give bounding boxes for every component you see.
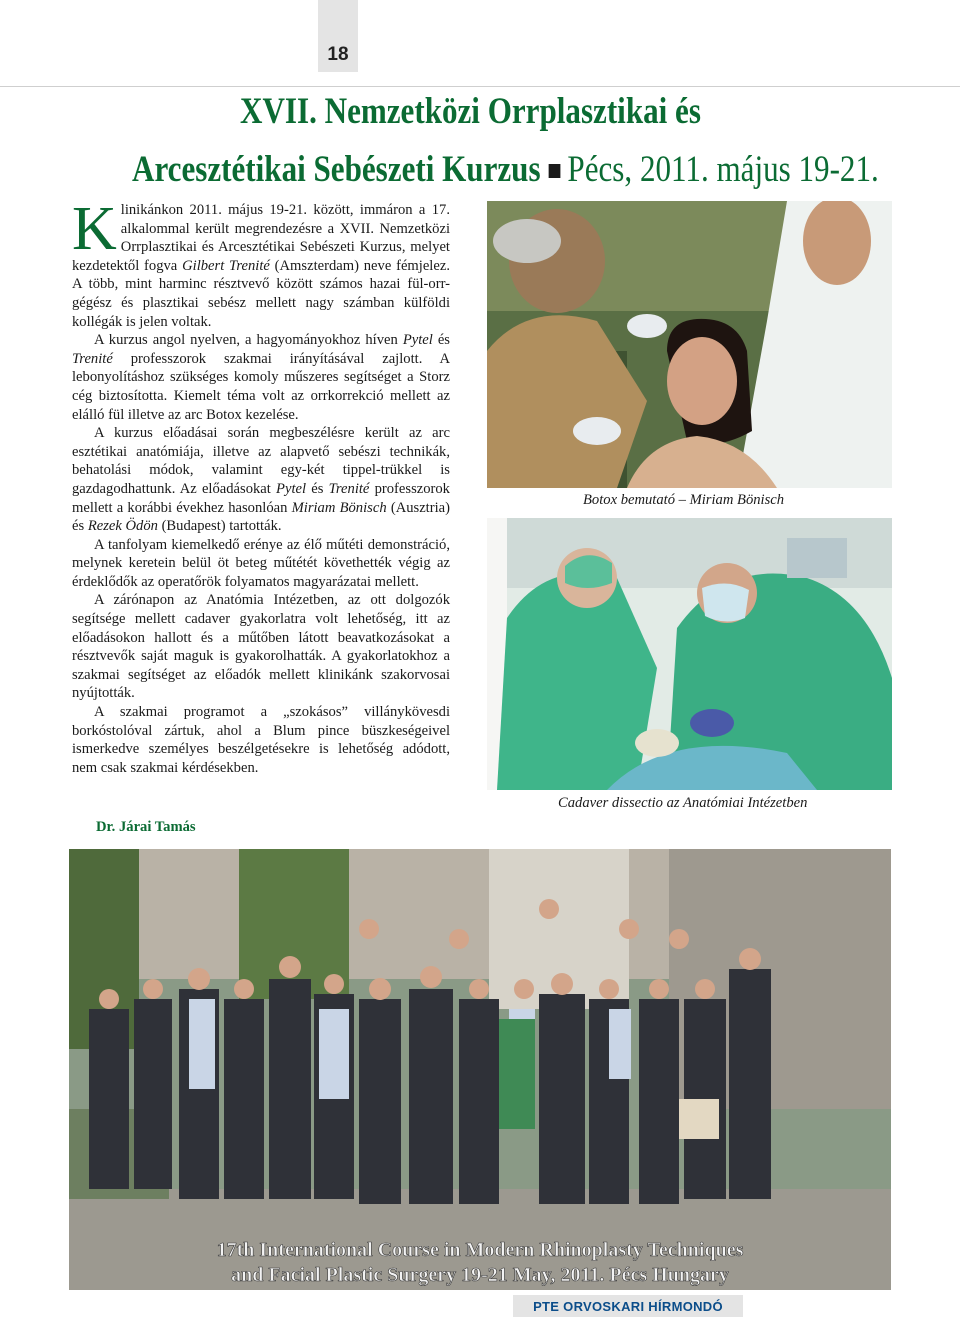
paragraph-1: Klinikánkon 2011. május 19-21. között, immáron a 17. alkalommal került megrendezésre a XVII. Nemzetközi Orrplasztikai és Arcesztétikai Sebészeti Kurzus, melyet kezdetektől fogva Gilbert Trenité (Amszterdam) neve fémjelez. A több, mint harminc résztvevő között számos hazai fül-orr-gégész és plasztikai sebész mellett nagy számban külföldi kollégák is jelen voltak. (72, 195, 450, 330)
footer-publication-name: PTE ORVOSKARI HÍRMONDÓ (533, 1298, 723, 1314)
paragraph-2: A kurzus angol nyelven, a hagyományokhoz híven Pytel és Trenité professzorok szakmai irányításával zajlott. A lebonyolításhoz szükséges komoly műszeres segítséget a Storz cég biztosította. Kiemelt téma volt az orrkorrekció mellett az elálló fül illetve az arc Botox kezelése. (72, 332, 450, 423)
paragraph-6: A szakmai programot a „szokásos” villánykövesdi borkóstolóval zártuk, ahol a Blum pince büszkeségeivel ismerkedve személyes beszélgetésekre is lehetőség adódott, nem csak szakmai kérdésekben. (72, 704, 450, 776)
page-number: 18 (327, 44, 349, 65)
article-title-line2 (132, 148, 879, 191)
cadaver-dissection-image (487, 518, 892, 790)
paragraph-5: A zárónapon az Anatómia Intézetben, az ott dolgozók segítsége mellett cadaver gyakorlatra volt lehetőség, itt az előadásokon hallott és a műtőben látott beavatkozásokat a résztvevők saját maguk is gyakorolhatták. A gyakorlatokhoz a szakmai segítséget az előadók mellett klinikánk szakorvosai nyújtották. (72, 592, 450, 702)
cadaver-dissection-photo (487, 518, 892, 790)
botox-demo-caption: Botox bemutató – Miriam Bönisch (583, 492, 785, 508)
footer-badge (513, 1295, 743, 1317)
page-number-tab (318, 0, 358, 72)
article-title-line2-text: Arcesztétikai Sebészeti Kurzus (132, 149, 541, 190)
paragraph-4: A tanfolyam kiemelkedő erénye az élő műtéti demonstráció, melynek keretein belül öt beteg műtétét követhették végig az érdeklődők az operatőrök folyamatos magyarázatai mellett. (72, 536, 450, 590)
article-body (72, 195, 450, 777)
cadaver-dissection-caption: Cadaver dissectio az Anatómiai Intézetben (558, 795, 808, 811)
group-photo (69, 849, 891, 1290)
square-bullet-icon (549, 164, 561, 178)
group-image (69, 849, 891, 1290)
article-title-line1: XVII. Nemzetközi Orrplasztikai és (240, 91, 701, 132)
paragraph-3: A kurzus előadásai során megbeszélésre került az arc esztétikai anatómiája, illetve az alapvető sebészi technikák, behatolási módok, valamint egy-két tippel-trükkel is gazdagodhattunk. Az előadásokat Pytel és Trenité professzorok mellett a korábbi évekhez hasonlóan Miriam Bönisch (Ausztria) és Rezek Ödön (Budapest) tartották. (72, 425, 450, 535)
article-author: Dr. Járai Tamás (96, 819, 196, 835)
group-photo-line2: and Facial Plastic Surgery 19-21 May, 2011. Pécs Hungary (231, 1264, 729, 1286)
header-rule (0, 86, 960, 87)
place-date: Pécs, 2011. május 19-21. (567, 149, 879, 190)
group-photo-line1: 17th International Course in Modern Rhinoplasty Techniques (216, 1239, 744, 1261)
botox-demo-image (487, 201, 892, 488)
botox-demo-photo (487, 201, 892, 488)
drop-cap: K (72, 195, 117, 263)
